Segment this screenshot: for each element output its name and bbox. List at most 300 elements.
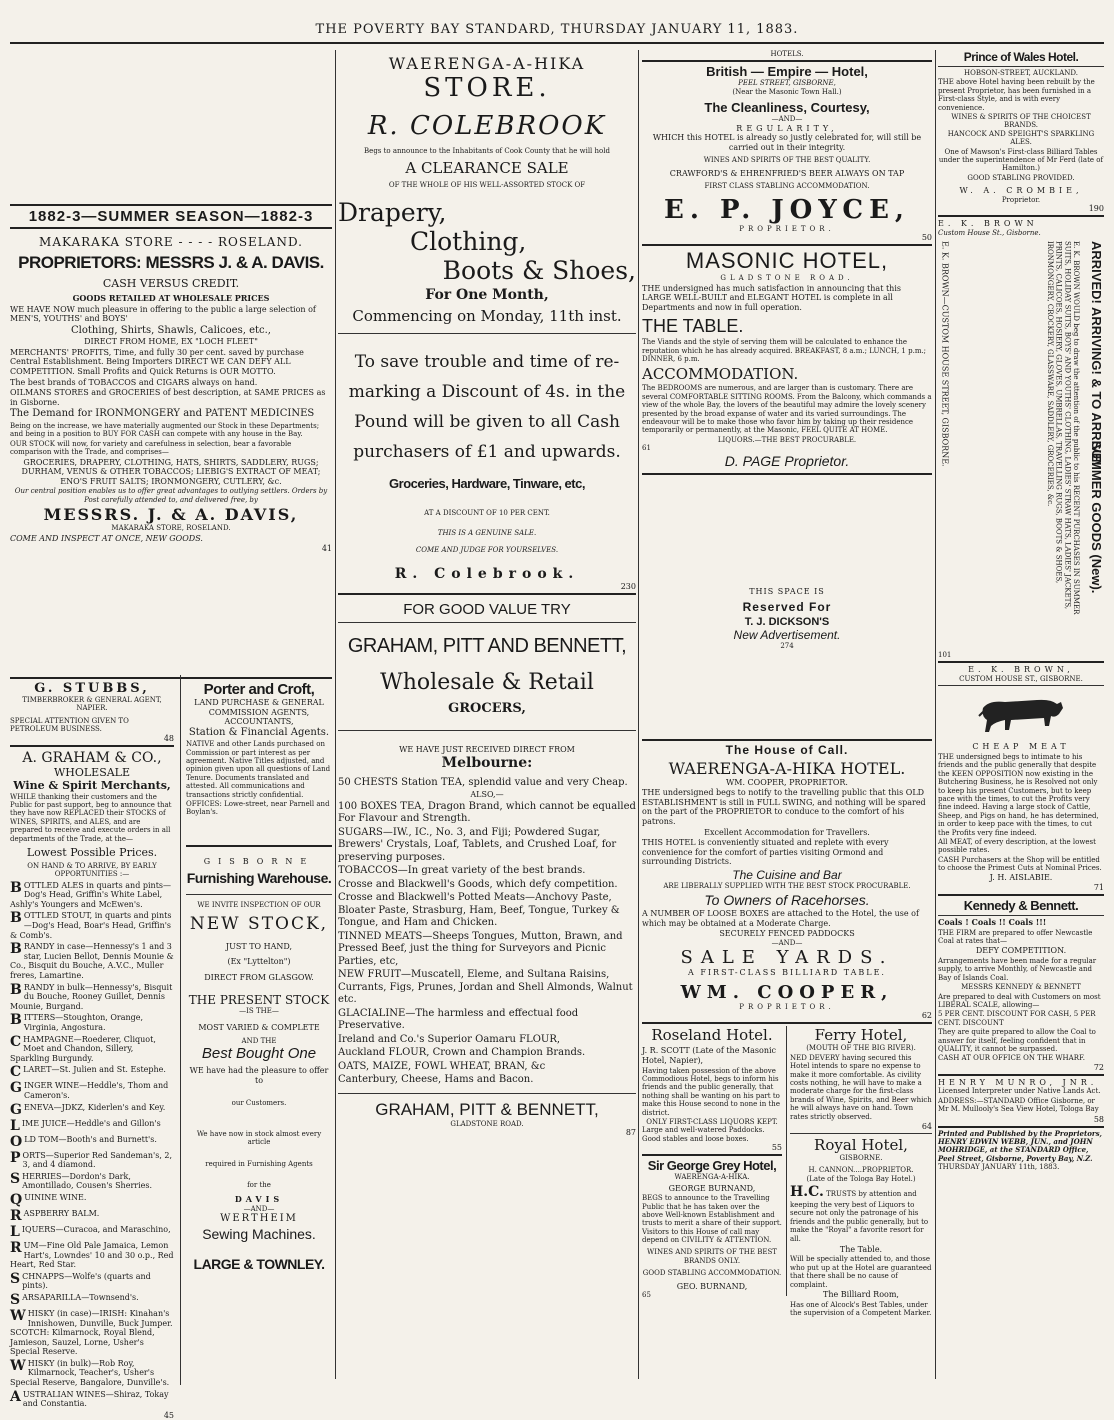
- and-sep2: —AND—: [771, 939, 803, 948]
- drop-cap: B: [10, 879, 22, 896]
- graham-item: [10, 1013, 174, 1032]
- summer-p5: The best brands of TOBACCOS and CIGARS always on hand.: [10, 377, 258, 387]
- beer-line: CRAWFORD'S & EHRENFRIED'S BEER ALWAYS ON TAP: [669, 168, 905, 178]
- store-name: MAKARAKA STORE - - - - ROSELAND.: [39, 235, 303, 249]
- royal-p: [790, 1184, 932, 1243]
- graham-name: A. GRAHAM & CO.,: [22, 749, 162, 766]
- drapery: Drapery,: [338, 197, 447, 227]
- kennedy-p3: Are prepared to deal with Customers on most LIBERAL SCALE, allowing—: [938, 992, 1101, 1009]
- column-divider: [935, 50, 936, 1379]
- graham-item-text: RANDY in case—Hennessy's 1 and 3 star, Lucien Bellot, Dennis Mounie & Co., Bisquit du Bouche, A.V.C., Muller freres, Lamartine.: [10, 942, 174, 981]
- crombie-prop: Proprietor.: [1001, 195, 1041, 204]
- subcolumn-right: [186, 681, 332, 1385]
- wholesale-retail: Wholesale & Retail: [380, 669, 594, 695]
- page-proprietor: D. PAGE Proprietor.: [724, 452, 850, 469]
- graham-item: [10, 1293, 174, 1307]
- graham-item-text: OTTLED STOUT, in quarts and pints—Dog's Head, Boar's Head, Griffin's & Comb's.: [10, 911, 172, 940]
- save-line1: To save trouble and time of re-: [354, 351, 620, 372]
- hobson-street: HOBSON-STREET, AUCKLAND.: [963, 69, 1078, 77]
- gpb-tobaccos: TOBACCOS—In great variety of the best brands.: [338, 865, 586, 877]
- furnishing-signature: LARGE & TOWNLEY.: [193, 1255, 325, 1272]
- graham-item-text: USTRALIAN WINES—Shiraz, Tokay and Constantia.: [22, 1389, 169, 1409]
- porter-l1: LAND PURCHASE & GENERAL COMMISSION AGENTS,: [194, 698, 324, 717]
- this-space: THIS SPACE IS: [749, 586, 825, 596]
- royal-hotel: Royal Hotel,: [814, 1135, 908, 1154]
- furnishing-wertheim: WERTHEIM: [220, 1213, 298, 1225]
- furnishing-name: Furnishing Warehouse.: [186, 870, 332, 887]
- graham-item: [10, 1272, 174, 1291]
- brown-vertical-body: E. K. BROWN WOULD beg to draw the attention of the public to his RECENT PURCHASES IN SUMMER SUITS, HOLIDAY SUITS, BOYS' AND YOUTHS' CLOTHING, LADIES' STRAW HATS, LADIES' JACKETS, PRINTS, CALICOES, HOSIERY, GLOVES, UMBRELLAS, TRAVELLING RUGS, BOOTS & SHOES, IRONMONGERY, CROCKERY, GLASSWARE, SADDLERY, GROCERIES, &c.: [1045, 241, 1080, 615]
- column-2: [338, 50, 636, 1379]
- clothing: Clothing,: [410, 226, 527, 256]
- kennedy-p: THE FIRM are prepared to offer Newcastle Coal at rates that—: [938, 928, 1093, 946]
- gpb-also: ALSO,—: [470, 790, 504, 800]
- graham-item-text: LD TOM—Booth's and Burnett's.: [24, 1134, 157, 1144]
- furnishing-and: AND THE: [241, 1036, 277, 1045]
- ad-makaraka-store: [10, 202, 332, 687]
- graham-item-text: ARSAPARILLA—Townsend's.: [22, 1292, 139, 1302]
- royal-table-p: Will be specially attended to, and those who put up at the Hotel are guaranteed that there shall be no cause of complaint.: [790, 1255, 932, 1289]
- ferry-hotel: Ferry Hotel,: [814, 1026, 908, 1045]
- arrived-heading: ARRIVED! ARRIVING! & TO ARRIVE!: [1089, 241, 1104, 466]
- cash-vs-credit: CASH VERSUS CREDIT.: [102, 277, 240, 290]
- scott-line: J. R. SCOTT (Late of the Masonic Hotel, Napier),: [642, 1046, 777, 1066]
- lowest-prices: Lowest Possible Prices.: [26, 845, 158, 859]
- graham-item-text: RANDY in bulk—Hennessy's, Bisquit du Bouche, Rooney Guillet, Dennis Mounie, Burgand.: [10, 982, 173, 1011]
- whole-stock: OF THE WHOLE OF HIS WELL-ASSORTED STOCK OF: [388, 181, 586, 190]
- drop-cap: W: [10, 1357, 26, 1374]
- grey-p: BEGS to announce to the Travelling Public that he has taken over the above Well-known Establishment and trusts to merit a share of their support. Visitors to this House of call may depend on CIVILITY & ATTENTION.: [642, 1194, 782, 1245]
- drop-cap: C: [10, 1033, 22, 1050]
- discount-line: AT A DISCOUNT OF 10 PER CENT.: [424, 508, 550, 517]
- gpb-auckland: Auckland FLOUR, Crown and Champion Brands.: [338, 1047, 586, 1059]
- ek-brown-custom: Custom House St., Gisborne.: [938, 228, 1041, 237]
- melbourne: Melbourne:: [441, 754, 533, 771]
- graham-item-text: ENEVA—JDKZ, Kiderlen's and Key.: [23, 1102, 166, 1112]
- graham-item: [10, 1209, 174, 1223]
- ad-number: 45: [163, 1410, 174, 1420]
- gpb-road: GLADSTONE ROAD.: [450, 1119, 524, 1128]
- graham-sub2: Wine & Spirit Merchants,: [13, 778, 171, 792]
- graham-item-text: INGER WINE—Heddle's, Thom and Cameron's.: [23, 1081, 169, 1100]
- good-value-try: FOR GOOD VALUE TRY: [403, 600, 571, 618]
- grocers: GROCERS,: [448, 700, 526, 716]
- gpb-boxes: 100 BOXES TEA, Dragon Brand, which cannot be equalled For Flavour and Strength.: [338, 800, 636, 825]
- drop-cap: L: [10, 1223, 20, 1240]
- furnishing-new: NEW STOCK,: [189, 913, 329, 934]
- ek-brown: E. K. BROWN: [938, 219, 1038, 229]
- furnishing-best: Best Bought One: [201, 1044, 317, 1062]
- stubbs-line3: SPECIAL ATTENTION GIVEN TO PETROLEUM BUSINESS.: [10, 716, 129, 734]
- loose-boxes: A NUMBER OF LOOSE BOXES are attached to the Hotel, the use of which may be obtained at a Moderate Charge.: [642, 909, 919, 928]
- davis-address: MAKARAKA STORE, ROSELAND.: [111, 524, 231, 533]
- paddocks-line: Large and well-watered Paddocks. Good stables and loose boxes.: [642, 1126, 765, 1143]
- column-divider: [638, 50, 639, 1379]
- gpb-chests: 50 CHESTS Station TEA, splendid value and very Cheap.: [338, 776, 628, 788]
- kennedy-bennett: Kennedy & Bennett.: [963, 898, 1079, 914]
- masthead-rule: [10, 42, 1104, 44]
- graham-item: [10, 1103, 174, 1117]
- ad-number: 48: [163, 733, 174, 743]
- masonic-p1: THE undersigned has much satisfaction in announcing that this LARGE WELL-BUILT and ELEGANT HOTEL is complete in all Departments and now in full operation.: [642, 283, 901, 312]
- drop-cap: L: [10, 1117, 20, 1134]
- column-4: [938, 50, 1104, 1379]
- graham-item-text: HERRIES—Dordon's Dark, Amontillado, Cousen's Sherries.: [22, 1171, 153, 1191]
- grey-stabling: GOOD STABLING ACCOMMODATION.: [642, 1269, 782, 1278]
- masthead: THE POVERTY BAY STANDARD, THURSDAY JANUARY 11, 1883.: [315, 22, 799, 37]
- graham-item: [10, 1065, 174, 1079]
- graham-item: [10, 1151, 174, 1170]
- cash-office: CASH AT OUR OFFICE ON THE WHARF.: [938, 1054, 1085, 1063]
- ad-number: 55: [771, 1143, 782, 1153]
- owners-racehorses: To Owners of Racehorses.: [704, 892, 870, 909]
- gpb-glacialine: GLACIALINE—The harmless and effectual food Preservative.: [338, 1007, 579, 1032]
- aislabie: J. H. AISLABIE.: [989, 873, 1053, 883]
- drop-cap: G: [10, 1101, 22, 1118]
- wales-billiard: One of Mawson's First-class Billiard Tables under the superintendence of Mr Ferd (late of Hamilton.): [938, 147, 1104, 173]
- crombie-name: W. A. CROMBIE,: [959, 186, 1083, 196]
- furnishing-sewing: Sewing Machines.: [202, 1225, 316, 1242]
- joyce-name: E. P. JOYCE,: [664, 194, 910, 225]
- graham-item: [10, 1119, 174, 1133]
- drop-cap: G: [10, 1080, 22, 1097]
- drop-cap: C: [10, 1064, 22, 1081]
- genuine-line: THIS IS A GENUINE SALE.: [437, 529, 537, 538]
- gpb-oats: OATS, MAIZE, FOWL WHEAT, BRAN, &c: [338, 1060, 546, 1072]
- hotel-grid: [642, 1026, 932, 1318]
- cooper-prop2: PROPRIETOR.: [739, 1003, 835, 1012]
- cheap-all: All MEAT, of every description, at the lowest possible rates.: [938, 837, 1096, 855]
- summer-p4: MERCHANTS' PROFITS, Time, and fully 30 per cent. saved by purchase Central Establishment. Being Importers DIRECT WE CAN DEFY ALL COMPETITION. Small Profits and Quick Returns is OUR MOTTO.: [10, 347, 304, 377]
- ek-brown-2: E. K. BROWN,: [968, 665, 1074, 675]
- graham-item: [10, 942, 174, 980]
- drop-cap: B: [10, 941, 22, 958]
- graham-item-text: HISKY (in bulk)—Rob Roy, Kilmarnock, Teacher's, Usher's Special Reserve, Bangalore, Dunville's.: [10, 1358, 170, 1388]
- porter-l3: Station & Financial Agents.: [188, 726, 330, 738]
- gpb-tinned: TINNED MEATS—Sheeps Tongues, Mutton, Brawn, and Pressed Beef, just the thing for Surveyors and Picnic Parties, etc,: [338, 930, 623, 967]
- reserved-for: Reserved For: [742, 600, 832, 615]
- excellent-accom: Excellent Accommodation for Travellers.: [704, 827, 870, 837]
- new-advertisement: New Advertisement.: [733, 628, 841, 643]
- furnishing-is: —IS THE—: [239, 1006, 279, 1015]
- table-p: The Viands and the style of serving them will be calculated to enhance the reputation which he has already acquired. BREAKFAST, 8 a.m.; LUNCH, 1 p.m.; DINNER, 6 p.m.: [642, 338, 927, 364]
- summer-p3: DIRECT FROM HOME, EX "LOCH FLEET": [84, 337, 258, 347]
- gpb-potted: Crosse and Blackwell's Potted Meats—Anchovy Paste, Bloater Paste, Strasburg, Ham, Beef, Tongue, Turkey & Tongue, and Ham and Chicken.: [338, 892, 620, 929]
- royal-p-text: TRUSTS by attention and keeping the very best of Liquors to secure not only the patronage of his friends and the public generally, but to make the "Royal" a favorite resort for all.: [790, 1190, 929, 1243]
- ek-brown-custom-2: CUSTOM HOUSE ST., GISBORNE.: [959, 675, 1083, 684]
- sir-george-grey: Sir George Grey Hotel,: [647, 1158, 777, 1174]
- ad-number: 62: [921, 1011, 932, 1021]
- ad-number: 64: [921, 1121, 932, 1131]
- ad-number: 65: [642, 1291, 651, 1300]
- graham-item-text: CHNAPPS—Wolfe's (quarts and pints).: [22, 1271, 151, 1291]
- gpb-sugars: SUGARS—IW., IC., No. 3, and Fiji; Powdered Sugar, Brewers' Crystals, Loaf, Tablets, and Crushed Loaf, for preserving purposes.: [338, 826, 617, 863]
- groceries-line: Groceries, Hardware, Tinware, etc,: [389, 475, 585, 491]
- porter-l2: ACCOUNTANTS,: [224, 717, 294, 727]
- graham-item: [10, 1359, 174, 1388]
- munro-address: ADDRESS:—STANDARD Office Gisborne, or Mr M. Mullooly's Sea View Hotel, Tologa Bay: [938, 1096, 1099, 1114]
- masonic-hotel: MASONIC HOTEL,: [685, 248, 889, 274]
- and-sep: —AND—: [771, 115, 803, 124]
- hotel-grid-divider: [786, 1026, 787, 1296]
- liquors: LIQUORS.—THE BEST PROCURABLE.: [717, 435, 857, 444]
- ferry-p: NED DEVERY having secured this Hotel intends to spare no expense to make it more comfortable. As civility costs nothing, he will have to make a moderate charge for the first-class brands of Wine, Spirits, and Beer which he will always have on hand. Town rates strictly observed.: [790, 1053, 932, 1121]
- graham-item: [10, 1193, 174, 1207]
- ad-number: 58: [1093, 1114, 1104, 1124]
- printed-published: Printed and Published by the Proprietors, HENRY EDWIN WEBB, JUN., and JOHN MOHRIDGE, at the STANDARD Office, Peel Street, Gisborne, Poverty Bay, N.Z.: [938, 1128, 1102, 1163]
- graham-sub: WHOLESALE: [53, 765, 131, 779]
- porter-p2: OFFICES: Lowe-street, near Parnell and Boylan's.: [186, 800, 330, 817]
- ad-number: 41: [321, 544, 332, 554]
- kennedy-p4: They are quite prepared to allow the Coal to answer for itself, feeling confident that in QUALITY, it cannot be surpassed.: [938, 1028, 1096, 1053]
- wines-best: WINES AND SPIRITS OF THE BEST QUALITY.: [703, 156, 871, 165]
- graham-item-text: LARET—St. Julien and St. Estephe.: [23, 1065, 166, 1075]
- graham-item-text: ITTERS—Stoughton, Orange, Virginia, Angostura.: [23, 1013, 144, 1032]
- wales-wines: WINES & SPIRITS OF THE CHOICEST BRANDS.: [951, 112, 1091, 130]
- graham-item-text: ORTS—Superior Red Sandeman's, 2, 3, and 4 diamond.: [22, 1150, 173, 1170]
- graham-p1: WHILE thanking their customers and the Public for past support, beg to announce that they have now REPLACED their STOCKS of WINES, SPIRITS, and ALES, and are prepared to receive and execute orders in all departments of the Trade, at the—: [10, 792, 172, 843]
- which-p: WHICH this HOTEL is already so justly celebrated for, will still be carried out in their integrity.: [652, 133, 922, 152]
- graham-item: [10, 1172, 174, 1191]
- cleanliness: The Cleanliness, Courtesy,: [704, 100, 870, 116]
- drop-cap: W: [10, 1307, 26, 1324]
- ad-number: 101: [938, 651, 952, 660]
- billiard-room-p: Has one of Alcock's Best Tables, under the supervision of a Competent Marker.: [790, 1300, 932, 1318]
- messrs-kb: MESSRS KENNEDY & BENNETT: [961, 983, 1081, 992]
- column-1: [10, 50, 332, 1420]
- grey-wines: WINES AND SPIRITS OF THE BEST BRANDS ONLY.: [647, 1248, 777, 1265]
- proprietors: PROPRIETORS: MESSRS J. & A. DAVIS.: [18, 253, 324, 272]
- ad-number: 274: [780, 642, 794, 651]
- grey-waerenga: WAERENGA-A-HIKA.: [674, 1173, 750, 1182]
- summer-heading: 1882-3—SUMMER SEASON—1882-3: [28, 208, 314, 225]
- issue-date: THURSDAY JANUARY 11th, 1883.: [938, 1163, 1060, 1172]
- gpb-flour: Ireland and Co.'s Superior Oamaru FLOUR,: [338, 1033, 561, 1045]
- roseland-p: Having taken possession of the above Commodious Hotel, begs to inform his friends and the public generally, that nothing shall be wanting on his part to make this House second to none in the district.: [642, 1066, 780, 1117]
- graham-item: [10, 1081, 174, 1100]
- sale-yards: SALE YARDS.: [680, 947, 894, 969]
- mouth-river: (MOUTH OF THE BIG RIVER).: [806, 1044, 916, 1053]
- geo-burnand: GEO. BURNAND,: [676, 1281, 748, 1291]
- wm-cooper: WM. COOPER,: [680, 982, 894, 1004]
- furnishing-and2: —AND—: [243, 1204, 275, 1213]
- accom-p: The BEDROOMS are numerous, and are larger than is customary. There are several COMFORTABLE SITTING ROOMS. From the Balcony, which commands a view of the whole Bay, the lovers of the beautiful may admire the lovely scenery presented by the broad expanse of water and its varied surroundings. The endeavour will be to make those who favor him by taking up their residence temporarily or permanently, at the Masonic, FEEL QUITE AT HOME.: [642, 384, 932, 435]
- wales-p: THE above Hotel having been rebuilt by the present Proprietor, has been furnished in a First-class Style, and is with every convenience.: [938, 78, 1095, 112]
- ad-number: 190: [1088, 204, 1104, 214]
- drop-cap: R: [10, 1239, 22, 1256]
- henry-munro: HENRY MUNRO, JNR.: [938, 1077, 1098, 1087]
- graham-item: [10, 983, 174, 1012]
- graham-item: [10, 1225, 174, 1239]
- gpb-crosse: Crosse and Blackwell's Goods, which defy competition.: [338, 878, 618, 890]
- summer-p6: OILMANS STORES and GROCERIES of best description, at SAME PRICES as in Gisborne.: [10, 388, 326, 407]
- graham-item: [10, 1390, 174, 1409]
- furnishing-p4: required in Furnishing Agents: [205, 1160, 313, 1169]
- ad-number: 50: [921, 233, 932, 243]
- cooper-prop: WM. COOPER, PROPRIETOR.: [726, 777, 848, 787]
- drop-cap: A: [10, 1388, 21, 1405]
- hancock: HANCOCK AND SPEIGHT'S SPARKLING ALES.: [947, 129, 1095, 147]
- hotel-grid-left: [642, 1026, 782, 1300]
- graham-item: [10, 1241, 174, 1270]
- ad-number: 72: [1093, 1062, 1104, 1072]
- furnishing-present: THE PRESENT STOCK: [188, 992, 330, 1007]
- store-heading: STORE.: [423, 73, 551, 103]
- british-empire: British — Empire — Hotel,: [706, 64, 868, 80]
- come-judge: COME AND JUDGE FOR YOURSELVES.: [415, 545, 559, 554]
- clearance-sale: A CLEARANCE SALE: [405, 159, 569, 178]
- only-liquors: ONLY FIRST-CLASS LIQUORS KEPT.: [646, 1117, 778, 1126]
- drop-cap: S: [10, 1291, 21, 1308]
- drop-cap: R: [10, 1207, 22, 1224]
- house-of-call: The House of Call.: [725, 742, 849, 757]
- drop-cap: Q: [10, 1191, 23, 1208]
- kennedy-p2: Arrangements have been made for a regular supply, to arrive Monthly, of Newcastle and Bay of Islands Coal.: [938, 957, 1097, 982]
- boots-shoes: Boots & Shoes,: [442, 255, 636, 285]
- coals: Coals ! Coals !! Coals !!!: [938, 917, 1047, 928]
- joyce-prop: PROPRIETOR.: [739, 224, 835, 233]
- cheap-meat: CHEAP MEAT: [972, 742, 1070, 752]
- graham-item-text: OTTLED ALES in quarts and pints—Dog's Head, Griffin's White Label, Ashly's Youngers and McEwen's.: [10, 880, 172, 909]
- waerenga-p1: THE undersigned begs to notify to the travelling public that this OLD ESTABLISHMENT is still in FULL SWING, and nothing will be spared on the part of the PROPRIETOR to conduce to the comfort of his patrons.: [642, 788, 926, 826]
- summer-p10: GROCERIES, DRAPERY, CLOTHING, HATS, SHIRTS, SADDLERY, RUGS; DURHAM, VENUS & OTHER TOBACCOS; LIEBIG'S EXTRACT OF MEAT; ENO'S FRUIT SALTS; IRONMONGERY, CUTLERY, &c.: [21, 457, 321, 486]
- porter-p1: NATIVE and other Lands purchased on Commission or part interest as per agreement. Native Titles adjusted, and opinion given upon all questions of Land Tenure. Documents translated and attested. All communications and transactions strictly confidential.: [186, 740, 331, 799]
- furnishing-town: GISBORNE: [203, 856, 315, 866]
- drop-cap: B: [10, 981, 22, 998]
- waerenga-heading: WAERENGA-A-HIKA: [388, 54, 586, 73]
- drop-cap: P: [10, 1149, 21, 1166]
- george-burnand: GEORGE BURNAND,: [668, 1183, 756, 1193]
- colebrook-signature: R. Colebrook.: [394, 565, 580, 582]
- furnishing-p1: WE have had the pleasure to offer to: [189, 1065, 329, 1085]
- graham-item-text: IQUERS—Curacoa, and Maraschino,: [21, 1224, 171, 1234]
- waerenga-p2: THIS HOTEL is conveniently situated and replete with every convenience for the comfort of parties visiting Ormond and surrounding Districts.: [642, 838, 889, 867]
- graham-item-text: UM—Fine Old Pale Jamaica, Lemon Hart's, Lowndes' 10 and 30 o.p., Red Heart, Red Star.: [10, 1240, 174, 1270]
- drop-cap: S: [10, 1270, 21, 1287]
- brown-vertical-ad: [938, 241, 1104, 651]
- five-percent: 5 PER CENT. DISCOUNT FOR CASH, 5 PER CENT. DISCOUNT: [938, 1010, 1096, 1027]
- gpb-canterbury: Canterbury, Cheese, Hams and Bacon.: [338, 1074, 534, 1086]
- column-divider: [335, 50, 336, 1379]
- furnishing-p2: our Customers.: [231, 1099, 287, 1108]
- graham-item-list: [10, 881, 174, 1420]
- graham-item: [10, 1135, 174, 1149]
- subcolumn-divider: [180, 675, 181, 1385]
- gpb-fruit: NEW FRUIT—Muscatell, Eleme, and Sultana Raisins, Currants, Figs, Prunes, Jordan and Shell Almonds, Walnut etc.: [338, 969, 633, 1006]
- goods-retailed: GOODS RETAILED AT WHOLESALE PRICES: [72, 293, 270, 303]
- ad-number: 230: [620, 581, 636, 591]
- drop-cap: O: [10, 1133, 23, 1150]
- summer-p1: WE HAVE NOW much pleasure in offering to the public a large selection of MEN'S, YOUTHS' and BOYS': [10, 304, 316, 324]
- just-received: WE HAVE JUST RECEIVED DIRECT FROM: [399, 744, 575, 754]
- porter-name: Porter and Croft,: [203, 681, 315, 698]
- summer-p2: Clothing, Shirts, Shawls, Calicoes, etc.,: [71, 324, 271, 336]
- summer-goods-heading: SUMMER GOODS (New).: [1089, 441, 1104, 594]
- save-line2: marking a Discount of 4s. in the: [348, 381, 626, 402]
- save-line3: Pound will be given to all Cash: [354, 411, 620, 432]
- davis-signature: MESSRS. J. & A. DAVIS,: [43, 505, 299, 525]
- summer-p8: Being on the increase, we have materially augmented our Stock in these Departments; and being in a position to BUY FOR CASH can compete with any house in the Bay.: [10, 421, 320, 439]
- furnishing-just: JUST TO HAND,: [225, 941, 293, 951]
- liberally-supplied: ARE LIBERALLY SUPPLIED WITH THE BEST STOCK PROCURABLE.: [663, 881, 911, 890]
- furnishing-invite: WE INVITE INSPECTION OF OUR: [197, 901, 321, 910]
- cheap-p: THE undersigned begs to intimate to his friends and the public generally that despite the KEEN OPPOSITION now existing in the Butchering Business, he is Resolved not only to keep his present Customers, but to keep pace with the times, to cut the Profits very fine indeed. Having a large stock of Cattle, Sheep, and Pigs on hand, he has determined, in order to keep pace with the times, to cut the Profits very fine indeed.: [938, 753, 1099, 837]
- graham-item: [10, 1309, 174, 1357]
- graham-item-text: ASPBERRY BALM.: [23, 1208, 100, 1218]
- furnishing-p3: We have now in stock almost every article: [196, 1129, 322, 1146]
- commencing: Commencing on Monday, 11th inst.: [352, 306, 622, 325]
- summer-p9: OUR STOCK will now, for variety and carefulness in selection, bear a favorable comparison with the Trade, and comprises—: [10, 439, 292, 457]
- the-table: THE TABLE.: [642, 316, 744, 337]
- drop-cap: B: [10, 1012, 22, 1029]
- drop-cap: B: [10, 910, 22, 927]
- one-month: For One Month,: [425, 286, 549, 303]
- hotel-grid-right: [790, 1026, 932, 1318]
- hotels-heading: HOTELS.: [770, 50, 804, 58]
- brown-vertical-footer: E. K. BROWN—CUSTOM HOUSE STREET, GISBORNE.: [940, 241, 950, 467]
- munro-licensed: Licensed Interpreter under Native Lands Act.: [938, 1087, 1101, 1096]
- cannon-prop: H. CANNON....PROPRIETOR.: [808, 1166, 914, 1175]
- peel-street: PEEL STREET, GISBORNE,: [738, 79, 836, 88]
- come-inspect: COME AND INSPECT AT ONCE, NEW GOODS.: [10, 534, 203, 544]
- summer-p11: Our central position enables us to offer great advantages to outlying settlers. Orders by Post carefully attended to, and delivered free, by: [14, 487, 328, 504]
- ad-bottom-block: [10, 675, 332, 1420]
- summer-p7: The Demand for IRONMONGERY and PATENT MEDICINES: [10, 408, 315, 420]
- cannon-late: (Late of the Tologa Bay Hotel.): [806, 1174, 916, 1183]
- defy-competition: DEFY COMPETITION.: [975, 946, 1067, 956]
- stubbs-line2: NAPIER.: [76, 704, 108, 713]
- roseland-hotel: Roseland Hotel.: [651, 1026, 773, 1045]
- fenced-paddocks: SECURELY FENCED PADDOCKS: [719, 929, 855, 939]
- waerenga-hotel: WAERENGA-A-HIKA HOTEL.: [668, 758, 906, 778]
- wales-stabling: GOOD STABLING PROVIDED.: [967, 173, 1075, 182]
- royal-gisborne: GISBORNE.: [839, 1153, 883, 1162]
- furnishing-p5: for the: [247, 1180, 271, 1189]
- ad-number: 71: [1093, 883, 1104, 893]
- near-masonic: (Near the Masonic Town Hall.): [732, 87, 842, 96]
- hc-initials: H.C.: [790, 1184, 824, 1201]
- prince-of-wales: Prince of Wales Hotel.: [963, 50, 1079, 64]
- graham-item-text: IME JUICE—Heddle's and Gillon's: [21, 1118, 161, 1128]
- accommodation: ACCOMMODATION.: [642, 365, 799, 384]
- billiard-room: The Billiard Room,: [823, 1290, 899, 1300]
- stubbs-line1: TIMBERBROKER & GENERAL AGENT,: [22, 696, 162, 704]
- column-3: [642, 50, 932, 1379]
- graham-item: [10, 1035, 174, 1064]
- furnishing-most: MOST VARIED & COMPLETE: [198, 1022, 320, 1032]
- graham-item-text: HAMPAGNE—Roederer, Cliquot, Moet and Chandon, Sillery, Sparkling Burgundy.: [10, 1034, 156, 1063]
- cheap-cash: CASH Purchasers at the Shop will be entitled to choose the Primest Cuts at Nominal Prices.: [938, 855, 1102, 873]
- colebrook-name: R. COLEBROOK: [367, 111, 607, 141]
- stabling-line: FIRST CLASS STABLING ACCOMMODATION.: [704, 182, 870, 191]
- colebrook-p1: Begs to announce to the Inhabitants of Cook County that he will hold: [364, 147, 610, 155]
- furnishing-direct: DIRECT FROM GLASGOW.: [204, 972, 314, 982]
- stubbs-name: G. STUBBS,: [34, 681, 150, 696]
- regularity: REGULARITY,: [736, 123, 838, 133]
- cow-illustration: [975, 690, 1067, 738]
- furnishing-ex: (Ex "Lyttelton"): [227, 957, 291, 967]
- cuisine-bar: The Cuisine and Bar: [732, 867, 842, 882]
- billiard-table: A FIRST-CLASS BILLIARD TABLE.: [688, 968, 886, 978]
- subcolumn-left: [10, 681, 174, 1420]
- drop-cap: S: [10, 1170, 21, 1187]
- save-line4: purchasers of £1 and upwards.: [353, 441, 621, 462]
- gladstone: GLADSTONE ROAD.: [720, 274, 854, 283]
- graham-item-text: UININE WINE.: [24, 1192, 87, 1202]
- gpb-signature: GRAHAM, PITT & BENNETT,: [375, 1099, 599, 1119]
- ad-number: 61: [642, 444, 651, 453]
- gpb-name: GRAHAM, PITT AND BENNETT,: [347, 634, 627, 657]
